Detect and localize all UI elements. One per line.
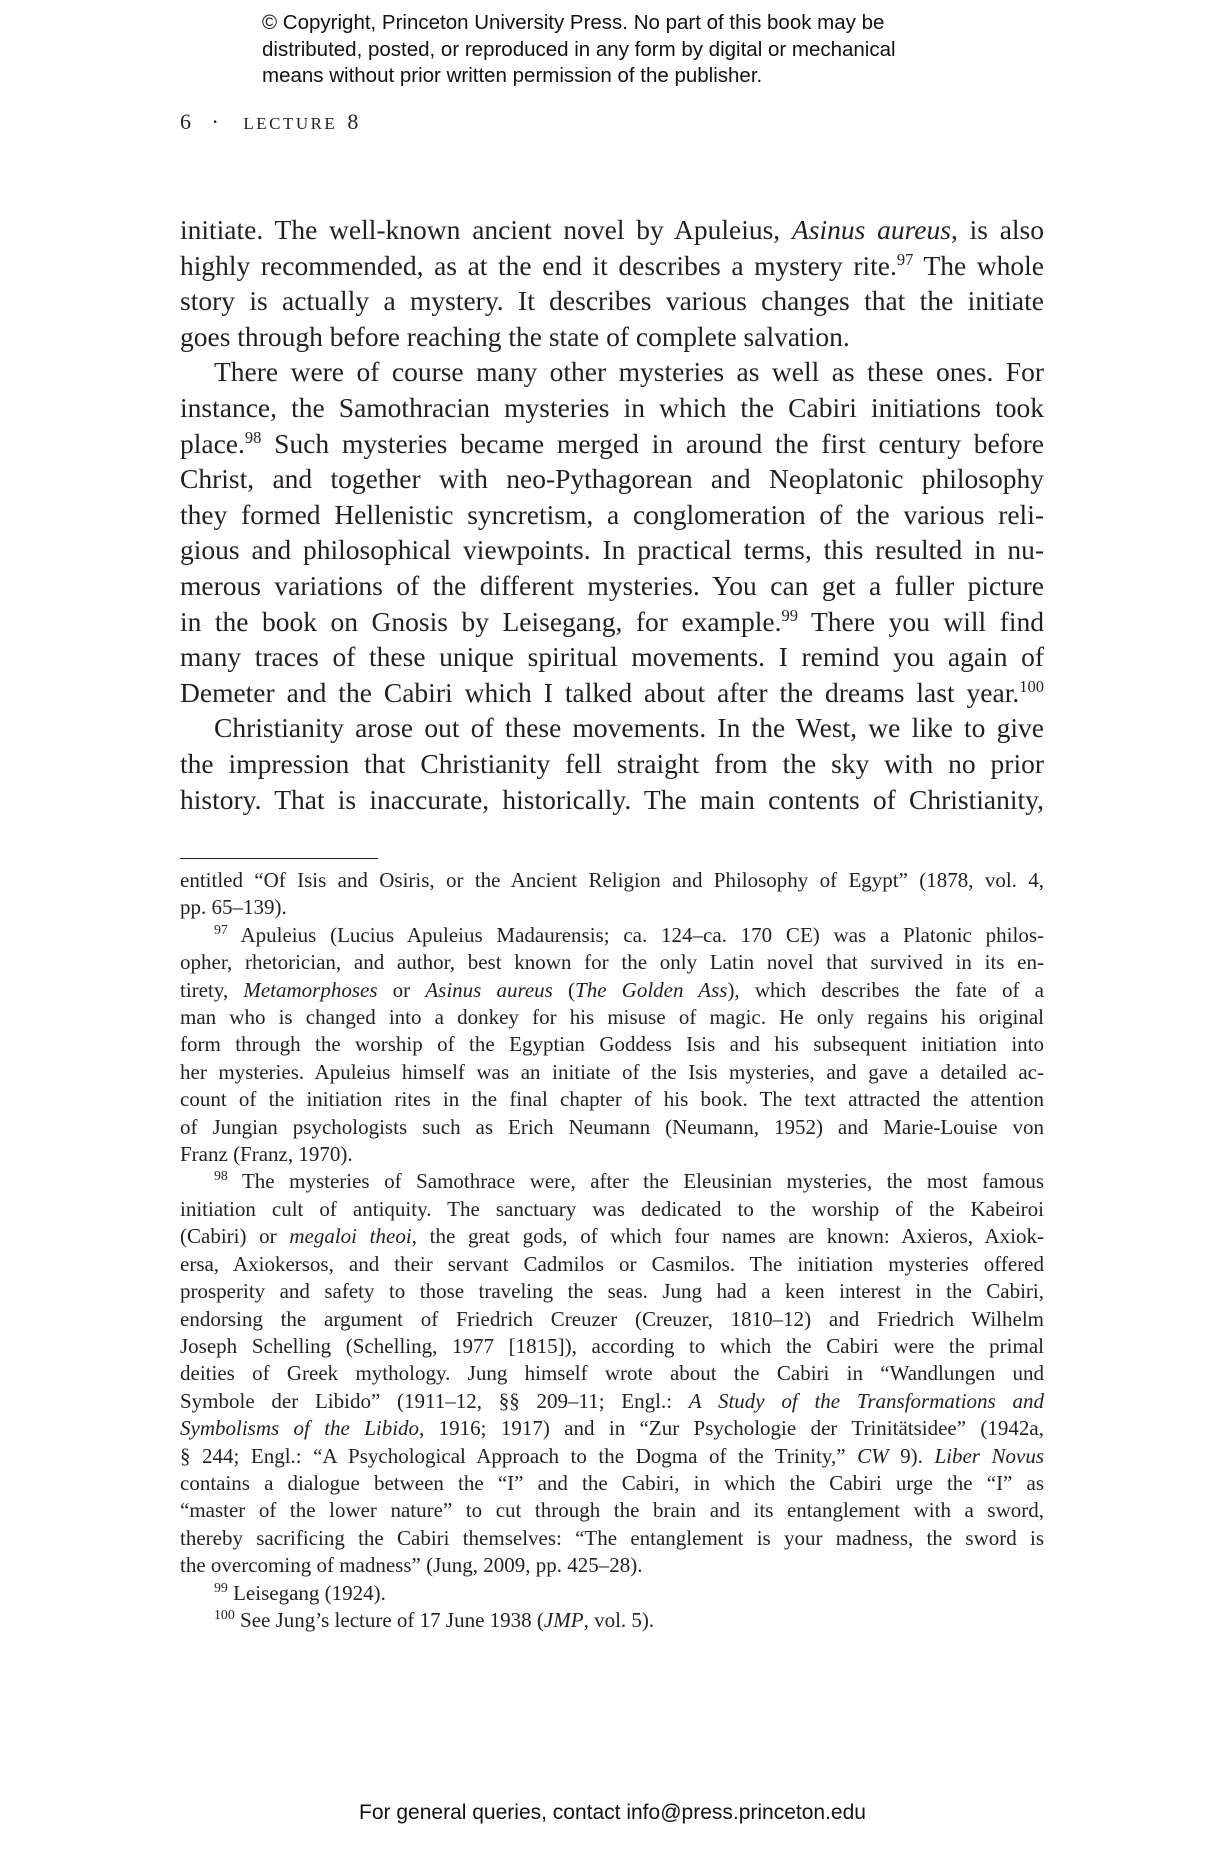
running-head [180, 109, 359, 135]
footnote-number-100: 100 [214, 1606, 235, 1622]
text-line: Christianity arose out of these movements. In the West, we like to give [214, 712, 1044, 744]
page-number: 6 [180, 109, 192, 134]
text-line: initiate. The well-known ancient novel by Apuleius, Asinus aureus, is also [180, 214, 1045, 245]
footnote-line: Joseph Schelling (Schelling, 1977 [1815]), according to which the Cabiri were the primal [180, 1333, 1044, 1358]
footnotes [180, 867, 1044, 1634]
footnote-number-98: 98 [214, 1168, 228, 1184]
footnote-line: man who is changed into a donkey for his misuse of magic. He only regains his original [180, 1005, 1044, 1030]
footnote-line: ersa, Axiokersos, and their servant Cadmilos or Casmilos. The initiation mysteries offered [180, 1251, 1044, 1276]
text-line: in the book on Gnosis by Leisegang, for example.$^{99}$ There you will find [180, 605, 1044, 637]
text-line: gious and philosophical viewpoints. In practical terms, this resulted in nu- [180, 534, 1044, 566]
chapter-number: 8 [347, 109, 359, 134]
copyright-notice [262, 10, 1022, 90]
footnote-divider [180, 858, 378, 859]
copyright-line: © Copyright, Princeton University Press. No part of this book may be [262, 11, 885, 34]
text-line: highly recommended, as at the end it describes a mystery rite.$^{97}$ The whole [180, 249, 1044, 281]
footnote-line: entitled “Of Isis and Osiris, or the Ancient Religion and Philosophy of Egypt” (1878, vol. 4, [180, 868, 1044, 892]
footnote-line: prosperity and safety to those traveling the seas. Jung had a keen interest in the Cabiri, [180, 1279, 1044, 1304]
footnote-line: $^{97}$ Apuleius (Lucius Apuleius Madaurensis; ca. 124–ca. 170 CE) was a Platonic philos- [214, 921, 1044, 947]
footnote-ref-97: 97 [896, 249, 914, 269]
main-text [180, 212, 1044, 817]
footnote-number-99: 99 [214, 1579, 228, 1595]
footnote-line: of Jungian psychologists such as Erich Neumann (Neumann, 1952) and Marie-Louise von [180, 1114, 1044, 1139]
footnote-line: thereby sacrificing the Cabiri themselves: “The entanglement is your madness, the sword is [180, 1525, 1044, 1550]
footnote-line: “master of the lower nature” to cut through the brain and its entanglement with a sword, [180, 1498, 1044, 1523]
text-line: many traces of these unique spiritual movements. I remind you again of [180, 641, 1044, 673]
footnote-line: Franz (Franz, 1970). [180, 1142, 353, 1167]
italic-title: Asinus aureus [791, 214, 951, 245]
footnote-ref-98: 98 [244, 427, 262, 447]
footnote-line: contains a dialogue between the “I” and the Cabiri, in which the Cabiri urge the “I” as [180, 1470, 1044, 1495]
copyright-line: distributed, posted, or reproduced in any form by digital or mechanical [262, 37, 896, 61]
footnote-line: $^{100}$ See Jung’s lecture of 17 June 1938 (JMP, vol. 5). [214, 1606, 655, 1632]
footnote-line: opher, rhetorician, and author, best known for the only Latin novel that survived in its en- [180, 950, 1044, 975]
footnote-number-97: 97 [214, 921, 228, 937]
footnote-ref-100: 100 [1019, 676, 1044, 696]
text-line: There were of course many other mysteries as well as these ones. For [214, 356, 1044, 388]
text-line: Demeter and the Cabiri which I talked about after the dreams last year.$^{100}$ [180, 676, 1044, 708]
footnote-line: $^{98}$ The mysteries of Samothrace were, after the Eleusinian mysteries, the most famous [214, 1168, 1044, 1194]
footnote-line: initiation cult of antiquity. The sanctuary was dedicated to the worship of the Kabeiroi [180, 1196, 1044, 1221]
copyright-line: means without prior written permission of the publisher. [262, 64, 763, 87]
footnote-ref-99: 99 [781, 605, 798, 625]
text-line: Christ, and together with neo-Pythagorean and Neoplatonic philosophy [180, 463, 1044, 495]
text-line: history. That is inaccurate, historically. The main contents of Christianity, [180, 783, 1044, 815]
footnote-line: § 244; Engl.: “A Psychological Approach to the Dogma of the Trinity,” CW 9). Liber Novus [180, 1443, 1044, 1468]
footnote-line: Symbolisms of the Libido, 1916; 1917) and in “Zur Psychologie der Trinitätsidee” (1942a, [180, 1416, 1044, 1441]
text-line: place.$^{98}$ Such mysteries became merged in around the first century before [180, 427, 1044, 459]
text-line: instance, the Samothracian mysteries in which the Cabiri initiations took [180, 391, 1044, 423]
footnote-line: her mysteries. Apuleius himself was an initiate of the Isis mysteries, and gave a detailed ac- [180, 1059, 1044, 1084]
footnote-line: form through the worship of the Egyptian Goddess Isis and his subsequent initiation into [180, 1032, 1044, 1057]
footnote-line: pp. 65–139). [180, 895, 287, 920]
footnote-line: count of the initiation rites in the final chapter of his book. The text attracted the attention [180, 1087, 1044, 1112]
footnote-line: tirety, Metamorphoses or Asinus aureus (The Golden Ass), which describes the fate of a [180, 977, 1044, 1002]
separator-dot: · [211, 109, 220, 134]
text-line: story is actually a mystery. It describes various changes that the initiate [180, 285, 1044, 317]
footnote-line: the overcoming of madness” (Jung, 2009, pp. 425–28). [180, 1553, 643, 1578]
text-line: goes through before reaching the state of complete salvation. [180, 320, 850, 352]
footnote-line: Symbole der Libido” (1911–12, §§ 209–11; Engl.: A Study of the Transformations and [180, 1388, 1044, 1413]
text-line: they formed Hellenistic syncretism, a conglomeration of the various reli- [180, 498, 1044, 530]
footnote-line: (Cabiri) or megaloi theoi, the great gods, of which four names are known: Axieros, Axiok- [180, 1224, 1044, 1249]
chapter-label: LECTURE [243, 114, 338, 133]
text-line: the impression that Christianity fell straight from the sky with no prior [180, 747, 1044, 779]
footnote-line: $^{99}$ Leisegang (1924). [214, 1579, 386, 1605]
footnote-line: endorsing the argument of Friedrich Creuzer (Creuzer, 1810–12) and Friedrich Wilhelm [180, 1306, 1044, 1331]
contact-footer: For general queries, contact info@press.princeton.edu [359, 1801, 866, 1824]
footnote-line: deities of Greek mythology. Jung himself wrote about the Cabiri in “Wandlungen und [180, 1361, 1044, 1386]
text-line: merous variations of the different mysteries. You can get a fuller picture [180, 569, 1044, 601]
